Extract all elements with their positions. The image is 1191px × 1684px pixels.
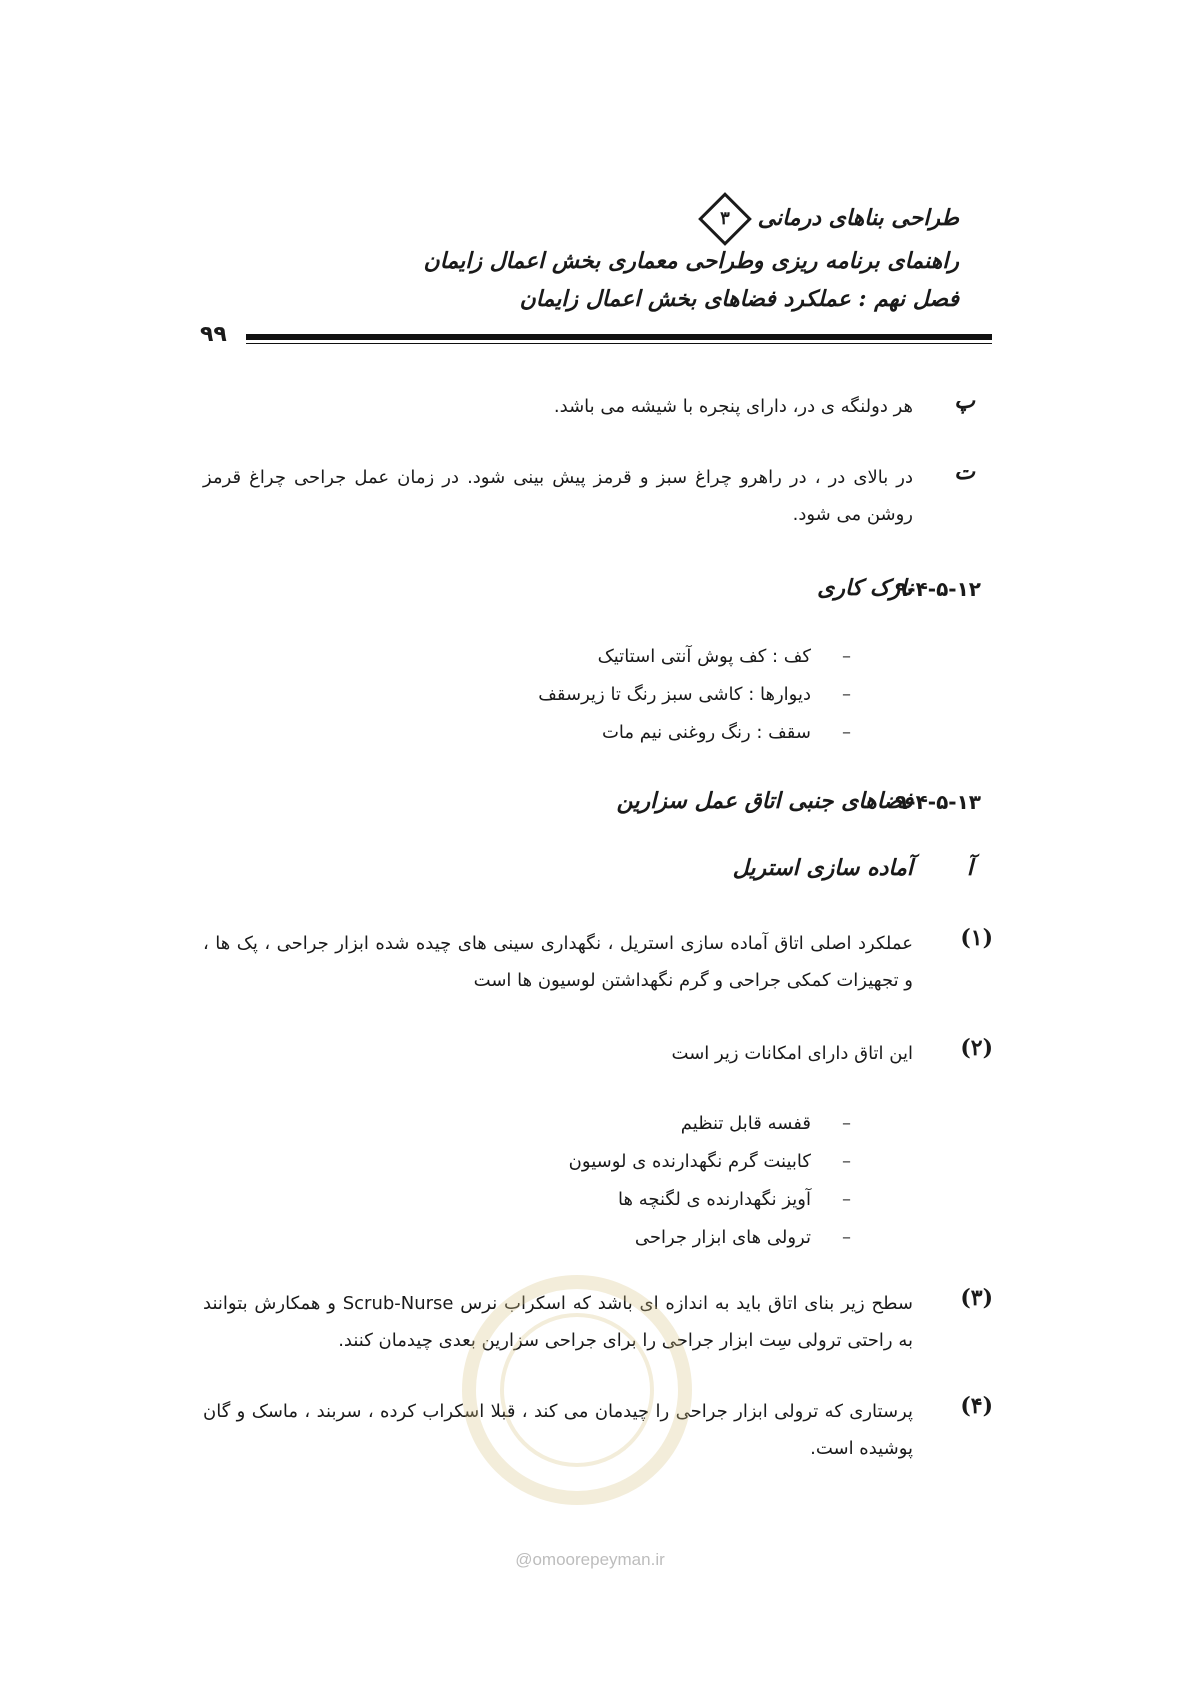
para-3-marker: (۳) xyxy=(960,1285,993,1311)
subsection-title: آماده سازی استریل xyxy=(732,855,913,881)
subsection-marker: آ xyxy=(966,855,973,881)
section-13-number: ۹-۴-۵-۱۳ xyxy=(895,790,981,814)
list-item: – سقف : رنگ روغنی نیم مات xyxy=(538,714,851,752)
list-item: – کابینت گرم نگهدارنده ی لوسیون xyxy=(569,1143,851,1181)
para-1-text: عملکرد اصلی اتاق آماده سازی استریل ، نگهداری سینی های چیده شده ابزار جراحی ، پک ها ، و تجهیزات کمکی جراحی و گرم نگهداشتن لوسیون ها است xyxy=(203,933,913,991)
book-title xyxy=(700,200,959,238)
item-text-te: در بالای در ، در راهرو چراغ سبز و قرمز پیش بینی شود. در زمان عمل جراحی چراغ قرمز روشن می شود. xyxy=(203,467,913,525)
list-item: – آویز نگهدارنده ی لگنچه ها xyxy=(569,1181,851,1219)
finishes-list xyxy=(538,638,851,752)
section-12-number: ۹-۴-۵-۱۲ xyxy=(895,577,981,601)
watermark-text: @omoorepeyman.ir xyxy=(515,1550,665,1569)
volume-badge: ۳ xyxy=(698,192,752,246)
section-12-title: نازک کاری xyxy=(817,575,913,601)
para-2-marker: (۲) xyxy=(960,1035,993,1061)
watermark-seal-inner xyxy=(500,1313,654,1467)
section-13-title: فضاهای جنبی اتاق عمل سزارین xyxy=(616,788,913,814)
list-item: – دیوارها : کاشی سبز رنگ تا زیرسقف xyxy=(538,676,851,714)
guide-title: راهنمای برنامه ریزی وطراحی معماری بخش اعمال زایمان xyxy=(423,248,959,274)
item-marker-pe: پ xyxy=(954,388,975,414)
item-marker-te: ت xyxy=(954,459,975,485)
page-number: ۹۹ xyxy=(200,322,227,347)
para-1-marker: (۱) xyxy=(960,925,993,951)
para-3-text: سطح زیر بنای اتاق باید به اندازه ای باشد که اسکراب نرس Scrub-Nurse و همکارش بتوانند به راحتی ترولی سِت ابزار جراحی را برای جراحی سزارین بعدی چیدمان کنند. xyxy=(203,1293,913,1351)
para-4-text: پرستاری که ترولی ابزار جراحی را چیدمان می کند ، قبلا اسکراب کرده ، سربند ، ماسک و گان پوشیده است. xyxy=(203,1401,913,1459)
book-title-text: طراحی بناهای درمانی xyxy=(757,205,959,231)
para-4-marker: (۴) xyxy=(960,1393,993,1419)
chapter-title: فصل نهم : عملکرد فضاهای بخش اعمال زایمان xyxy=(519,286,959,312)
list-item: – قفسه قابل تنظیم xyxy=(569,1105,851,1143)
header-rule-thin xyxy=(246,343,992,344)
list-item: – ترولی های ابزار جراحی xyxy=(569,1219,851,1257)
facilities-list xyxy=(569,1105,851,1257)
list-item: – کف : کف پوش آنتی استاتیک xyxy=(538,638,851,676)
item-text-pe: هر دولنگه ی در، دارای پنجره با شیشه می باشد. xyxy=(553,396,913,417)
para-2-text: این اتاق دارای امکانات زیر است xyxy=(671,1043,913,1064)
header-rule xyxy=(246,334,992,340)
